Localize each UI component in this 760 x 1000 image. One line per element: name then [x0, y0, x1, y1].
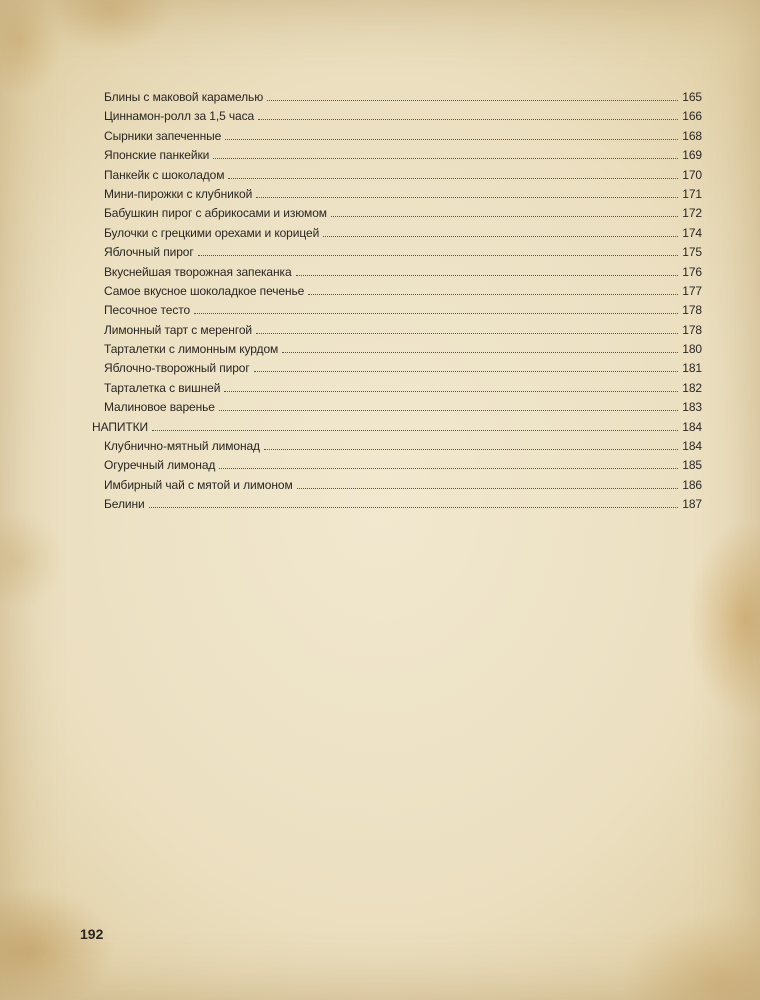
toc-entry-title: Бабушкин пирог с абрикосами и изюмом: [104, 206, 327, 221]
toc-entry-title: Белини: [104, 497, 145, 512]
dot-leader: [308, 294, 678, 295]
toc-entry-title: Яблочно-творожный пирог: [104, 361, 250, 376]
toc-entry-title: Блины с маковой карамелью: [104, 90, 264, 104]
dot-leader: [256, 197, 678, 198]
dot-leader: [219, 410, 678, 411]
toc-row: [104, 495, 702, 514]
toc-entry-page: 172: [682, 206, 702, 221]
toc-entry-page: 177: [682, 283, 702, 298]
toc-entry-title: Мини-пирожки с клубникой: [104, 186, 253, 201]
dot-leader: [254, 371, 678, 372]
dot-leader: [297, 488, 678, 489]
toc-entry-page: 182: [682, 380, 702, 395]
toc-row: [104, 185, 702, 204]
toc-entry-page: 169: [682, 148, 702, 163]
toc-row: [104, 166, 702, 185]
toc-entry-title: Клубнично-мятный лимонад: [104, 439, 260, 454]
toc-row: [104, 379, 702, 398]
toc-section-row: [92, 418, 702, 437]
toc-row: [104, 243, 702, 262]
toc-entry-title: Малиновое варенье: [104, 400, 215, 415]
toc-row: [104, 456, 702, 475]
toc-entry-title: Булочки с грецкими орехами и корицей: [104, 225, 320, 240]
dot-leader: [331, 216, 678, 217]
toc-entry-title: Песочное тесто: [104, 303, 191, 318]
toc-entry-title: Тарталетка с вишней: [104, 380, 221, 395]
toc-entry-page: 166: [682, 109, 702, 124]
toc-entry-title: Яблочный пирог: [104, 245, 194, 260]
toc-row: [104, 88, 702, 107]
toc-row: [104, 321, 702, 340]
dot-leader: [149, 507, 678, 508]
dot-leader: [258, 119, 678, 120]
toc-row: [104, 301, 702, 320]
page-number: 192: [80, 926, 104, 942]
toc-row: [104, 107, 702, 126]
dot-leader: [267, 100, 678, 101]
toc-entry-page: 174: [682, 225, 702, 240]
toc-entry-page: 170: [682, 167, 702, 182]
toc-entry-page: 175: [682, 245, 702, 260]
toc-entry-page: 176: [682, 264, 702, 279]
toc-row: [104, 476, 702, 495]
toc-entry-page: 187: [682, 497, 702, 512]
toc-entry-page: 183: [682, 400, 702, 415]
dot-leader: [194, 313, 678, 314]
toc-row: [104, 359, 702, 378]
dot-leader: [152, 430, 678, 431]
toc-entry-title: Сырники запеченные: [104, 128, 222, 143]
dot-leader: [296, 275, 678, 276]
toc-entry-title: Тарталетки с лимонным курдом: [104, 342, 279, 357]
dot-leader: [198, 255, 678, 256]
toc-row: [104, 224, 702, 243]
toc-row: [104, 127, 702, 146]
toc-row: [104, 282, 702, 301]
toc-entry-title: Панкейк с шоколадом: [104, 167, 225, 182]
toc-entry-page: 178: [682, 322, 702, 337]
toc-row: [104, 398, 702, 417]
table-of-contents: [92, 88, 702, 515]
toc-entry-page: 186: [682, 477, 702, 492]
toc-entry-title: Лимонный тарт с меренгой: [104, 322, 253, 337]
toc-entry-page: 180: [682, 342, 702, 357]
toc-entry-page: 178: [682, 303, 702, 318]
toc-entry-title: Циннамон-ролл за 1,5 часа: [104, 109, 255, 124]
toc-entry-title: Вкуснейшая творожная запеканка: [104, 264, 292, 279]
toc-row: [104, 263, 702, 282]
toc-row: [104, 146, 702, 165]
toc-entry-page: 181: [682, 361, 702, 376]
toc-entry-page: 184: [682, 419, 702, 434]
dot-leader: [213, 158, 678, 159]
toc-row: [104, 204, 702, 223]
toc-row: [104, 437, 702, 456]
toc-entry-page: 168: [682, 128, 702, 143]
dot-leader: [282, 352, 678, 353]
toc-section-title: НАПИТКИ: [92, 419, 149, 434]
toc-entry-title: Японские панкейки: [104, 148, 210, 163]
toc-entry-page: 184: [682, 439, 702, 454]
toc-entry-title: Огуречный лимонад: [104, 458, 216, 473]
dot-leader: [228, 178, 678, 179]
dot-leader: [219, 468, 678, 469]
dot-leader: [224, 391, 678, 392]
toc-row: [104, 340, 702, 359]
toc-entry-page: 185: [682, 458, 702, 473]
toc-entry-title: Самое вкусное шоколадкое печенье: [104, 283, 305, 298]
dot-leader: [323, 236, 678, 237]
dot-leader: [256, 333, 678, 334]
toc-entry-page: 165: [682, 90, 702, 104]
dot-leader: [264, 449, 678, 450]
toc-entry-page: 171: [682, 186, 702, 201]
dot-leader: [225, 139, 678, 140]
toc-entry-title: Имбирный чай с мятой и лимоном: [104, 477, 293, 492]
